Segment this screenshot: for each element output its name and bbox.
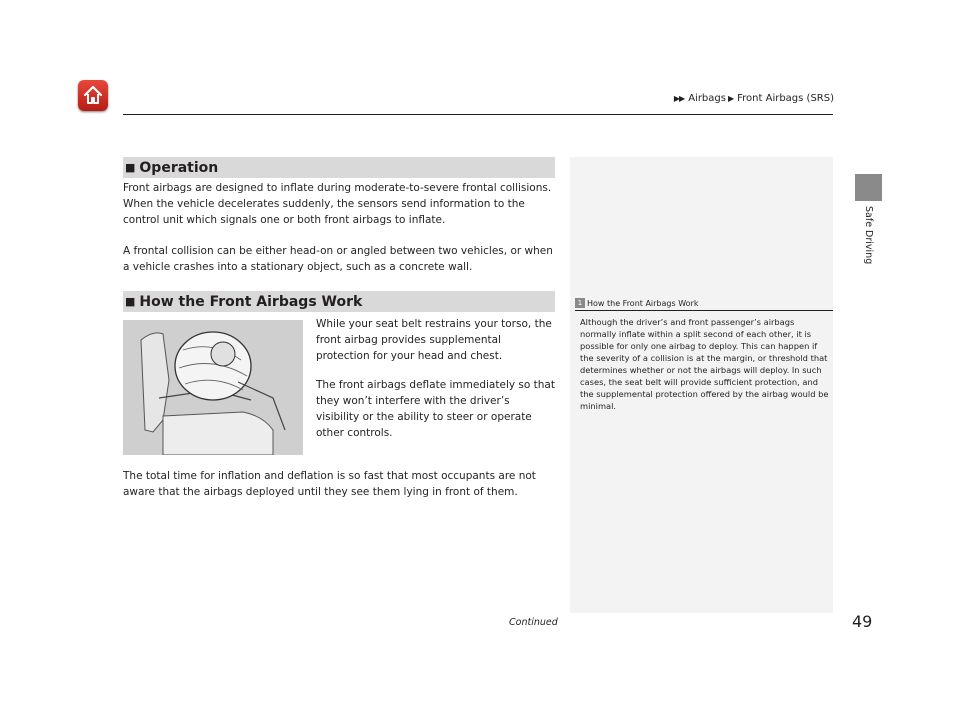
reference-mark-icon: 1 [575,298,585,308]
section-square-icon: ■ [125,161,136,174]
breadcrumb-item-front-airbags[interactable]: Front Airbags (SRS) [737,93,834,104]
side-note-body: Although the driver’s and front passenger’s airbags normally inflate within a split second of each other, it is possible for only one airbag to deploy. This can happen if the severity of a collision is at the margin, or threshold that determines whether or not the airbags will deploy. In such cases, the seat belt will provide sufficient protection, and the supplemental protection offered by the airbag would be minimal. [580,317,829,411]
how-it-works-paragraph-1: While your seat belt restrains your torso, the front airbag provides supplemental protection for your head and chest. [316,318,552,362]
breadcrumb [674,93,834,104]
section-heading-how-it-works [123,291,555,312]
section-heading-text: How the Front Airbags Work [139,293,363,310]
section-square-icon: ■ [125,295,136,308]
breadcrumb-arrow-icon: ▶ [727,94,734,103]
side-note-title-text: How the Front Airbags Work [587,298,699,308]
section-heading-operation [123,157,555,178]
how-it-works-paragraph-2: The front airbags deflate immediately so that they won’t interfere with the driver’s visibility or the ability to steer or operate other controls. [316,379,555,439]
chapter-tab-label: Safe Driving [863,206,874,265]
home-icon [82,84,104,106]
page-number: 49 [852,612,873,631]
airbag-illustration [123,320,303,455]
operation-paragraph-2: A frontal collision can be either head-on or angled between two vehicles, or when a vehicle crashes into a stationary object, such as a concrete wall. [123,245,553,273]
chapter-tab[interactable] [855,174,882,201]
side-note-title [575,298,833,308]
breadcrumb-arrow-icon: ▶▶ [673,94,685,103]
how-it-works-paragraph-3: The total time for inflation and deflation is so fast that most occupants are not aware that the airbags deployed until they see them lying in front of them. [123,470,536,498]
home-button[interactable] [78,80,108,111]
continued-label: Continued [509,617,558,628]
operation-paragraph-1: Front airbags are designed to inflate during moderate-to-severe frontal collisions. When the vehicle decelerates suddenly, the sensors send information to the control unit which signals one or both front airbags to inflate. [123,182,552,226]
header-rule [123,114,833,115]
breadcrumb-item-airbags[interactable]: Airbags [688,93,726,104]
section-heading-text: Operation [139,159,219,176]
side-note-rule [575,310,833,311]
